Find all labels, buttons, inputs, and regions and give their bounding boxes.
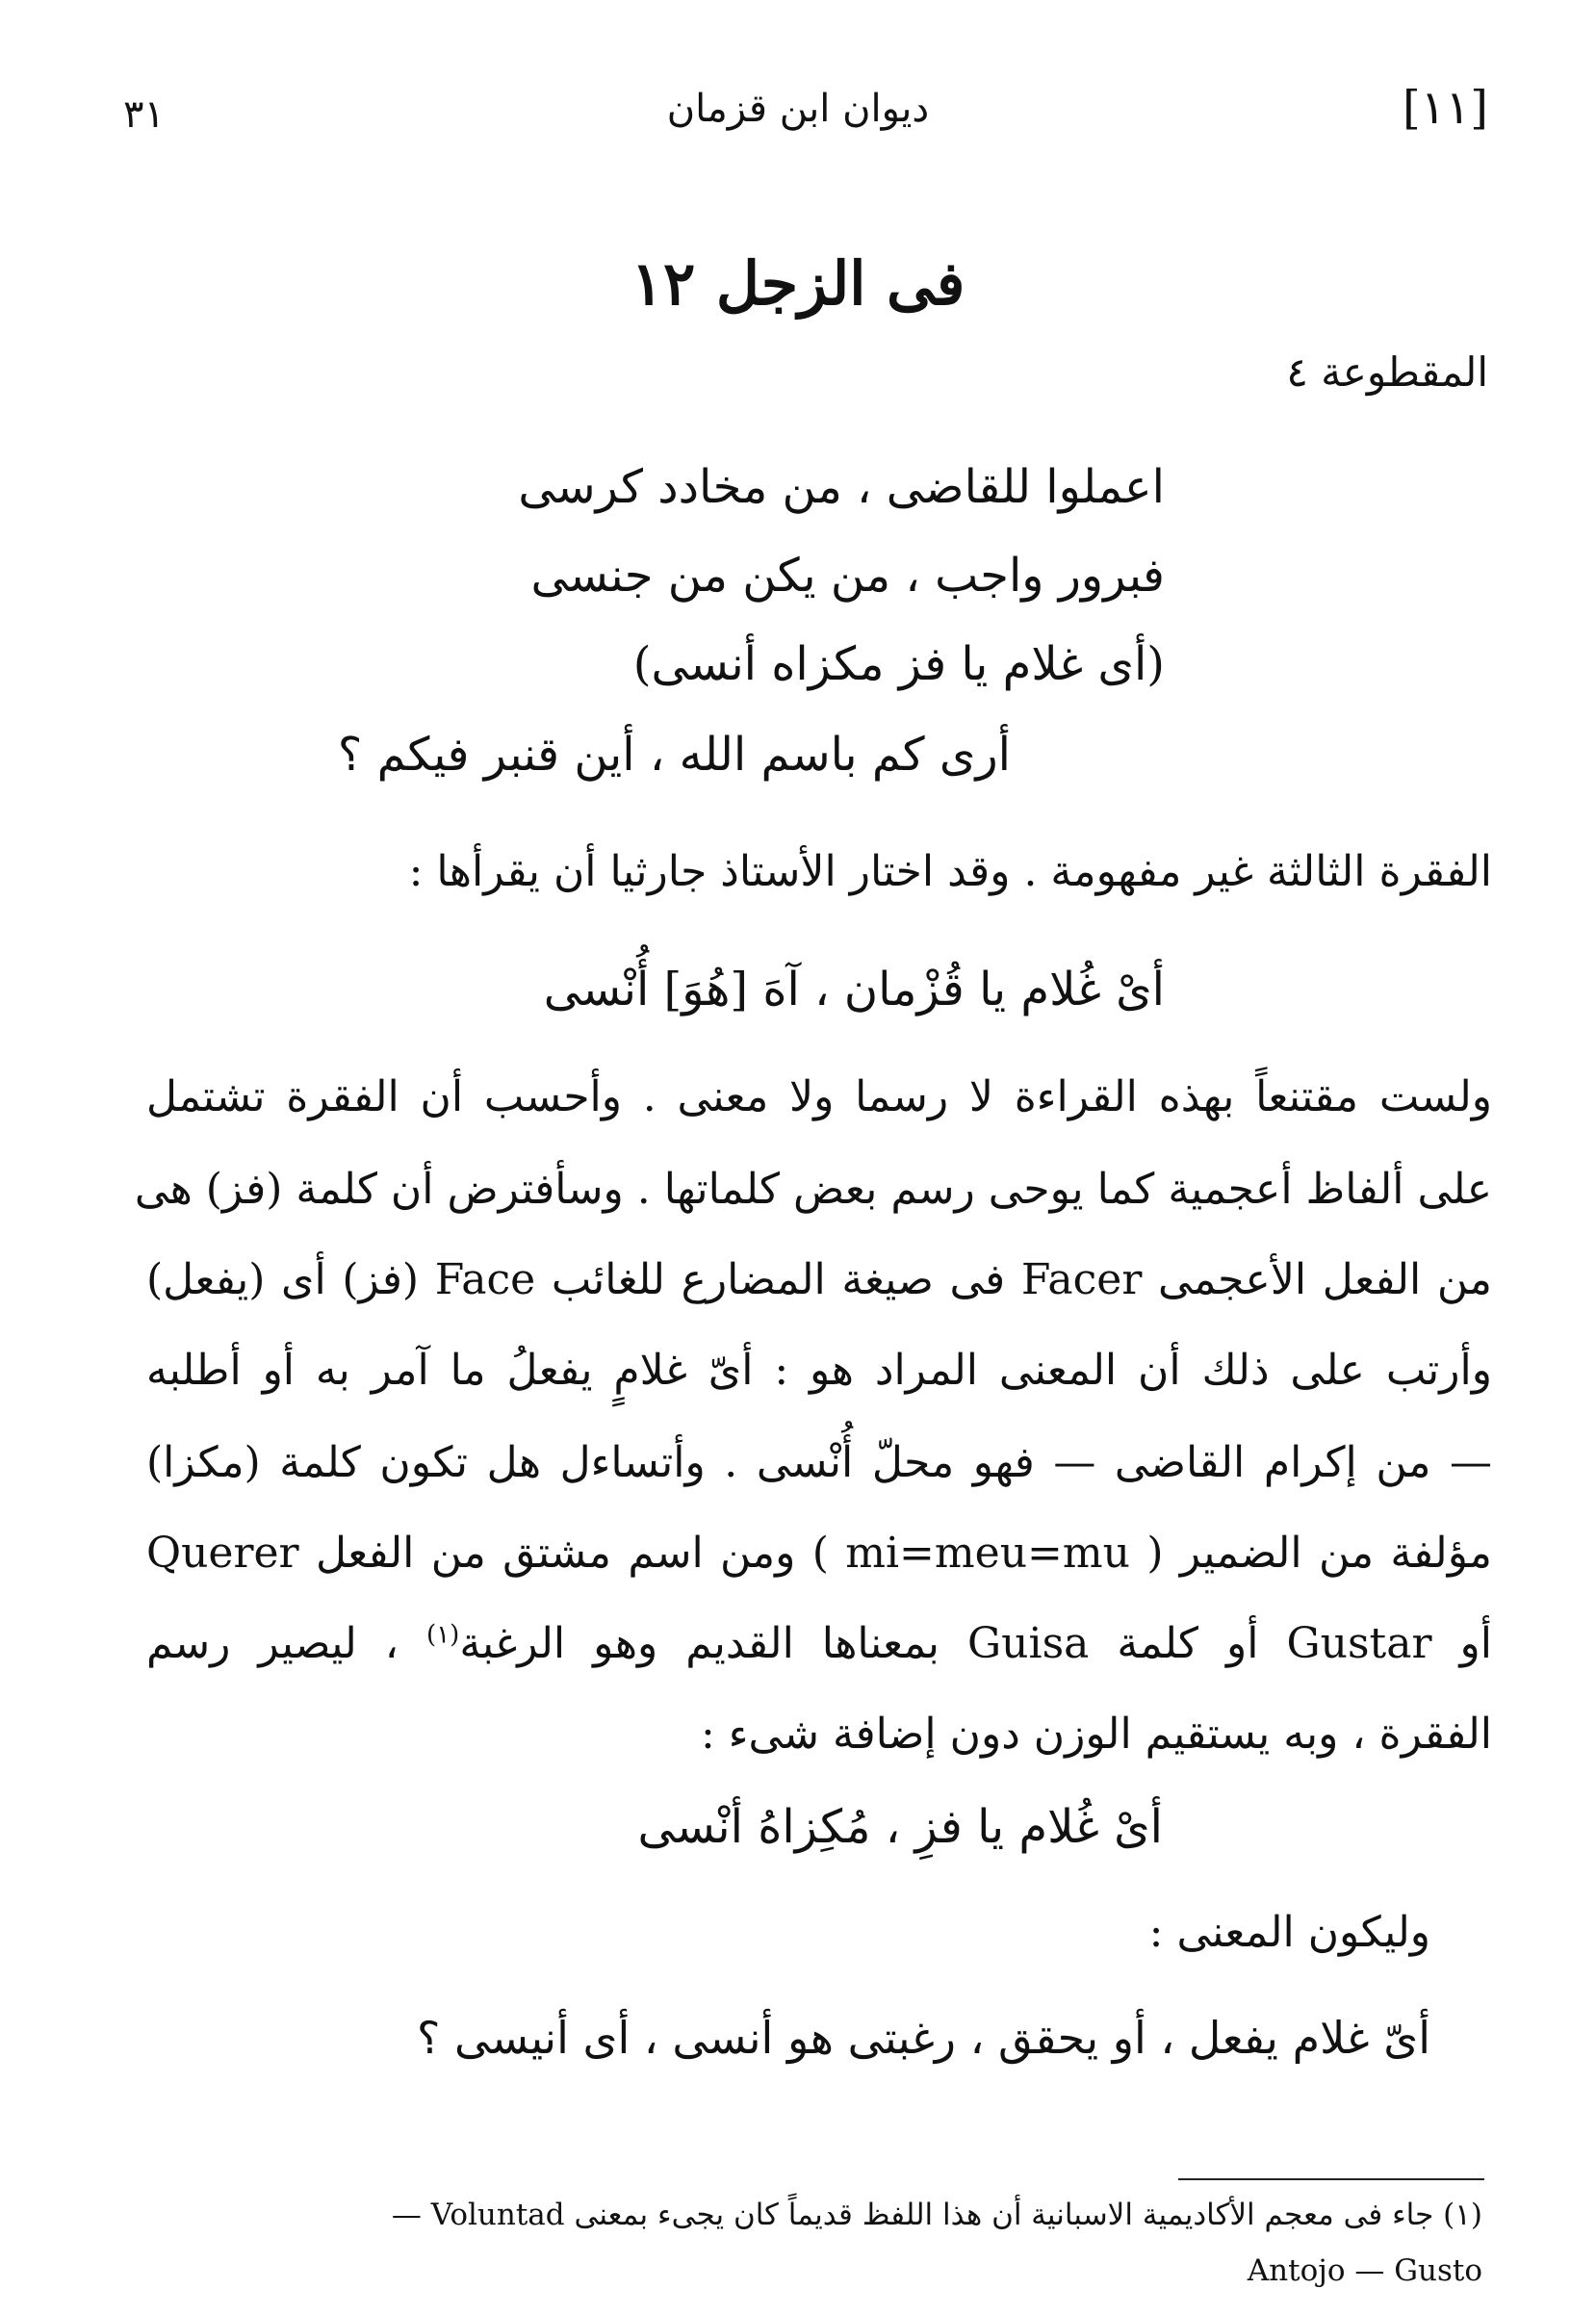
piece-label: المقطوعة ٤	[1286, 348, 1488, 396]
paragraph-text: ، ليصير رسم	[146, 1619, 399, 1668]
latin-word: Facer	[1020, 1255, 1143, 1304]
meaning-label: وليكون المعنى :	[1148, 1908, 1430, 1957]
chapter-heading: فى الزجل ١٢	[631, 248, 965, 319]
footnote-text: جاء فى معجم الأكاديمية الاسبانية أن هذا اللفظ قديماً كان يجىء بمعنى	[574, 2198, 1434, 2232]
running-title: ديوان ابن قزمان	[666, 87, 930, 131]
latin-word: mi=meu=mu	[845, 1529, 1130, 1578]
footnote-latin-line: Antojo — Gusto	[1247, 2253, 1482, 2288]
paragraph-line: — من إكرام القاضى — فهو محلّ أُنْسى . وأتساءل هل تكون كلمة (مكزا)	[146, 1438, 1492, 1487]
footnote-divider	[1178, 2178, 1484, 2180]
garcia-reading: أىْ غُلام يا قُزْمان ، آهَ [هُوَ] أُنْسى	[543, 963, 1165, 1016]
paragraph-line	[146, 1255, 1492, 1304]
footnote-marker: (١)	[1443, 2198, 1482, 2232]
paragraph-line: على ألفاظ أعجمية كما يوحى رسم بعض كلماتها . وسأفترض أن كلمة (فز) هى	[134, 1165, 1492, 1214]
paragraph-text: أو كلمة	[1117, 1619, 1259, 1668]
latin-word: Querer	[146, 1529, 299, 1578]
section-number: [١١]	[1402, 81, 1488, 135]
paragraph-line	[146, 1619, 1492, 1668]
footnote-ref: (١)	[426, 1620, 460, 1650]
paragraph-text: ) ومن اسم مشتق من الفعل	[315, 1529, 829, 1578]
paragraph-text: بمعناها القديم وهو الرغبة	[459, 1619, 940, 1668]
proposed-reading: أىْ غُلام يا فزِ ، مُكِزاهُ أنْسى	[637, 1800, 1163, 1854]
latin-word: Face	[434, 1255, 536, 1304]
paragraph-text: فى صيغة المضارع للغائب	[551, 1255, 1006, 1304]
poem-line: فبرور واجب ، من يكن من جنسى	[530, 549, 1165, 603]
paragraph-text: من الفعل الأعجمى	[1158, 1255, 1492, 1304]
paragraph-text: مؤلفة من الضمير (	[1146, 1529, 1492, 1578]
intro-line: الفقرة الثالثة غير مفهومة . وقد اختار الأستاذ جارثيا أن يقرأها :	[408, 847, 1492, 896]
poem-line: أرى كم باسم الله ، أين قنبر فيكم ؟	[337, 728, 1011, 782]
meaning-line: أىّ غلام يفعل ، أو يحقق ، رغبتى هو أنسى ، أى أنيسى ؟	[416, 2012, 1430, 2064]
paragraph-text: أو	[1459, 1619, 1492, 1668]
paragraph-line: الفقرة ، وبه يستقيم الوزن دون إضافة شىء :	[701, 1710, 1492, 1759]
page-number: ٣١	[123, 92, 165, 137]
paragraph-line: ولست مقتنعاً بهذه القراءة لا رسما ولا معنى . وأحسب أن الفقرة تشتمل	[146, 1072, 1492, 1121]
footnote-line	[392, 2198, 1482, 2232]
latin-word: Voluntad —	[391, 2198, 565, 2232]
poem-line: (أى غلام يا فز مكزاه أنسى)	[632, 637, 1165, 691]
poem-line: اعملوا للقاضى ، من مخادد كرسى	[518, 460, 1165, 514]
latin-word: Gustar	[1286, 1619, 1432, 1668]
paragraph-text: (فز) أى (يفعل)	[146, 1255, 420, 1304]
paragraph-line	[146, 1529, 1492, 1578]
paragraph-line: وأرتب على ذلك أن المعنى المراد هو : أىّ غلامٍ يفعلُ ما آمر به أو أطلبه	[146, 1346, 1492, 1395]
latin-word: Guisa	[967, 1619, 1090, 1668]
